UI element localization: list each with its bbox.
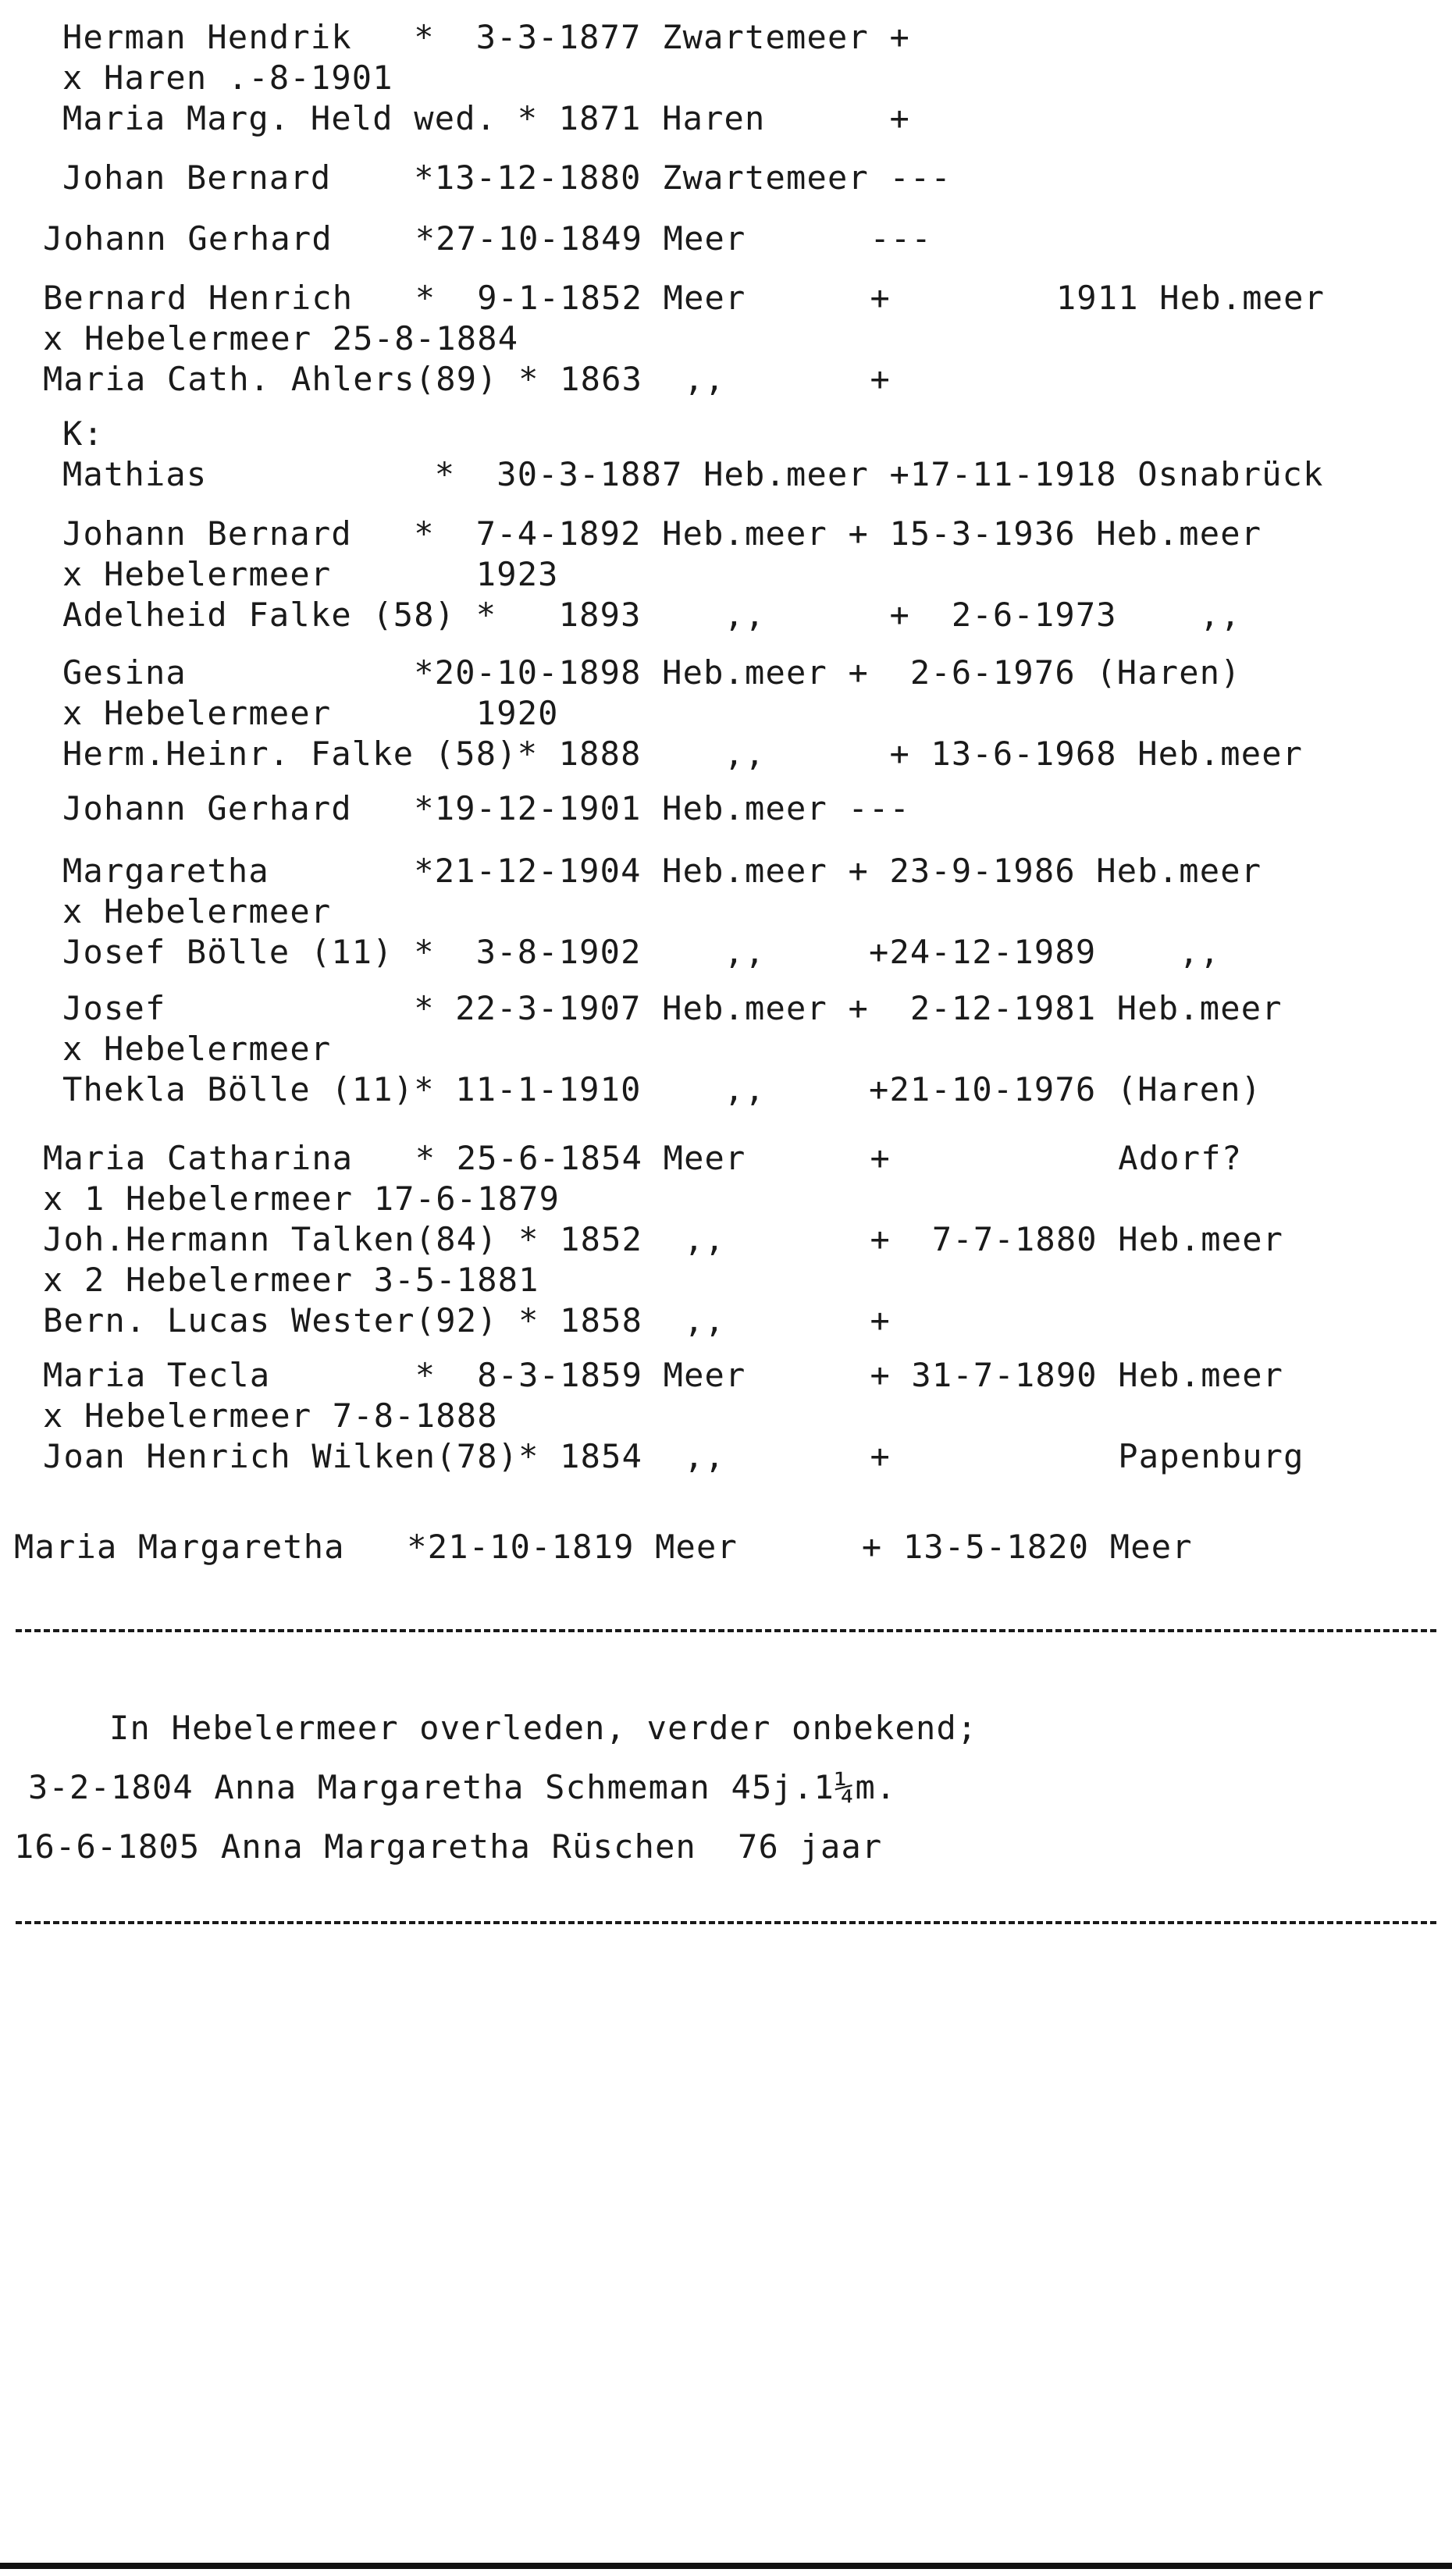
dashed-separator: [16, 1629, 1436, 1632]
text-line: Herman Hendrik * 3-3-1877 Zwartemeer +: [62, 18, 910, 56]
text-line: 16-6-1805 Anna Margaretha Rüschen 76 jaar: [14, 1827, 883, 1866]
text-line: Mathias * 30-3-1887 Heb.meer +17-11-1918 Osnabrück: [62, 455, 1324, 493]
text-line: x Haren .-8-1901: [62, 59, 393, 97]
text-line: Johann Bernard * 7-4-1892 Heb.meer + 15-3-1936 Heb.meer: [62, 514, 1262, 553]
text-line: x Hebelermeer 7-8-1888: [43, 1397, 498, 1435]
text-line: Maria Margaretha *21-10-1819 Meer + 13-5-1820 Meer: [14, 1528, 1193, 1566]
text-line: Johann Gerhard *27-10-1849 Meer ---: [43, 219, 932, 258]
text-line: Josef * 22-3-1907 Heb.meer + 2-12-1981 Heb.meer: [62, 989, 1283, 1027]
text-line: Thekla Bölle (11)* 11-1-1910 ,, +21-10-1976 (Haren): [62, 1070, 1262, 1108]
text-line: Maria Cath. Ahlers(89) * 1863 ,, +: [43, 360, 891, 398]
text-line: x Hebelermeer 1920: [62, 694, 559, 732]
text-line: 3-2-1804 Anna Margaretha Schmeman 45j.1¼m.: [28, 1768, 897, 1806]
text-line: Maria Catharina * 25-6-1854 Meer + Adorf?: [43, 1139, 1243, 1177]
text-line: Josef Bölle (11) * 3-8-1902 ,, +24-12-1989 ,,: [62, 933, 1221, 971]
text-line: Bernard Henrich * 9-1-1852 Meer + 1911 Heb.meer: [43, 279, 1326, 317]
text-line: Joh.Hermann Talken(84) * 1852 ,, + 7-7-1880 Heb.meer: [43, 1220, 1284, 1258]
text-line: x Hebelermeer: [62, 892, 332, 930]
text-line: K:: [62, 415, 104, 453]
text-line: Maria Tecla * 8-3-1859 Meer + 31-7-1890 Heb.meer: [43, 1356, 1284, 1394]
text-line: x Hebelermeer 1923: [62, 555, 559, 593]
text-line: In Hebelermeer overleden, verder onbekend;: [109, 1709, 978, 1747]
text-line: Gesina *20-10-1898 Heb.meer + 2-6-1976 (Haren): [62, 653, 1241, 692]
text-line: x Hebelermeer: [62, 1030, 332, 1068]
dashed-separator: [16, 1921, 1436, 1924]
text-line: Margaretha *21-12-1904 Heb.meer + 23-9-1986 Heb.meer: [62, 852, 1262, 890]
bottom-rule: [0, 2563, 1452, 2569]
text-line: Johann Gerhard *19-12-1901 Heb.meer ---: [62, 789, 910, 827]
text-line: Adelheid Falke (58) * 1893 ,, + 2-6-1973 ,,: [62, 596, 1241, 634]
text-line: Maria Marg. Held wed. * 1871 Haren +: [62, 99, 910, 137]
text-line: x Hebelermeer 25-8-1884: [43, 319, 519, 358]
text-line: Herm.Heinr. Falke (58)* 1888 ,, + 13-6-1968 Heb.meer: [62, 735, 1304, 773]
text-line: Bern. Lucas Wester(92) * 1858 ,, +: [43, 1301, 891, 1340]
text-line: Johan Bernard *13-12-1880 Zwartemeer ---: [62, 158, 952, 197]
text-line: Joan Henrich Wilken(78)* 1854 ,, + Papenburg: [43, 1437, 1304, 1475]
text-line: x 2 Hebelermeer 3-5-1881: [43, 1261, 539, 1299]
text-line: x 1 Hebelermeer 17-6-1879: [43, 1179, 561, 1218]
